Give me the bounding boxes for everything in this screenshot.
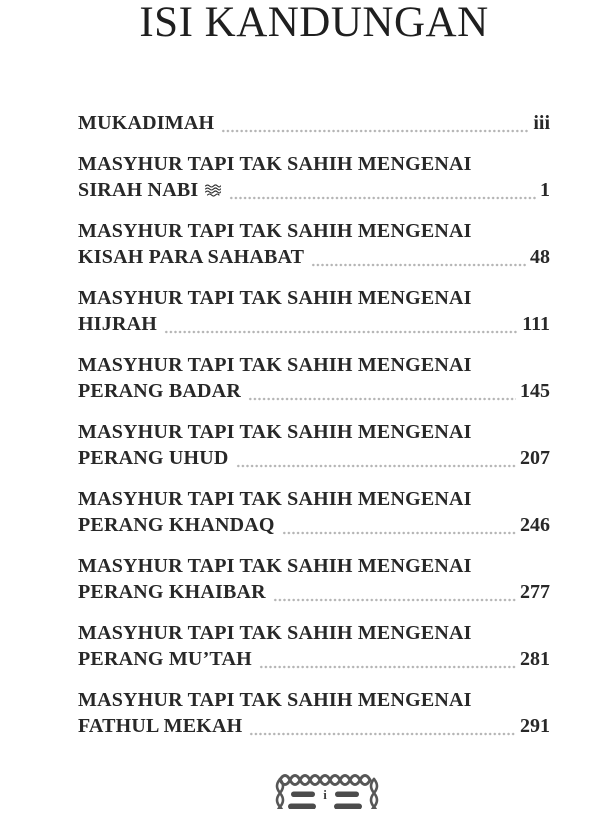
- toc-entry: [78, 687, 550, 739]
- page-title: ISI KANDUNGAN: [139, 0, 489, 46]
- toc-entry-label-line1: MASYHUR TAPI TAK SAHIH MENGENAI: [78, 622, 472, 644]
- toc-page-number: 1: [540, 179, 550, 201]
- toc-entry: [78, 419, 550, 471]
- toc-entry-label-line2: FATHUL MEKAH: [78, 715, 243, 737]
- saw-honorific-icon: [204, 178, 222, 204]
- toc-entry-label-line2: PERANG BADAR: [78, 380, 241, 402]
- toc-entry-label-line1: MASYHUR TAPI TAK SAHIH MENGENAI: [78, 421, 472, 443]
- toc-entry: [78, 352, 550, 404]
- toc-page-number: 111: [522, 313, 550, 335]
- toc-entry-label-line2: SIRAH NABI: [78, 179, 199, 201]
- leader-dots: [311, 263, 526, 267]
- toc-page-number: 207: [520, 447, 550, 469]
- toc-entry-label-line1: MASYHUR TAPI TAK SAHIH MENGENAI: [78, 488, 472, 510]
- leader-dots: [221, 129, 529, 133]
- table-of-contents: [78, 110, 550, 739]
- toc-entry-label-line2: HIJRAH: [78, 313, 157, 335]
- leader-dots: [249, 732, 516, 736]
- toc-page-number: 277: [520, 581, 550, 603]
- toc-page-number: iii: [533, 112, 550, 134]
- toc-entry: [78, 110, 550, 136]
- leader-dots: [248, 397, 516, 401]
- toc-entry: [78, 151, 550, 203]
- toc-entry: [78, 285, 550, 337]
- document-page: [16, 0, 612, 739]
- toc-entry-label-line1: MASYHUR TAPI TAK SAHIH MENGENAI: [78, 153, 472, 175]
- toc-entry-label-line1: MASYHUR TAPI TAK SAHIH MENGENAI: [78, 354, 472, 376]
- leader-dots: [236, 464, 516, 468]
- toc-entry-label-line1: MASYHUR TAPI TAK SAHIH MENGENAI: [78, 220, 472, 242]
- leader-dots: [259, 665, 516, 669]
- toc-entry-label-line2: PERANG KHAIBAR: [78, 581, 266, 603]
- toc-entry-label: MUKADIMAH: [78, 112, 215, 134]
- toc-entry: [78, 486, 550, 538]
- toc-page-number: 48: [530, 246, 550, 268]
- footer-page-number: i: [323, 787, 327, 802]
- toc-entry-label-line1: MASYHUR TAPI TAK SAHIH MENGENAI: [78, 555, 472, 577]
- toc-entry-label-line2: PERANG UHUD: [78, 447, 229, 469]
- toc-entry-label-line2: KISAH PARA SAHABAT: [78, 246, 305, 268]
- footer-page-ornament: [274, 770, 380, 809]
- toc-page-number: 145: [520, 380, 550, 402]
- toc-entry: [78, 553, 550, 605]
- toc-entry: [78, 620, 550, 672]
- toc-entry-label-line2: PERANG MU’TAH: [78, 648, 252, 670]
- toc-page-number: 246: [520, 514, 550, 536]
- toc-entry-label-line2: PERANG KHANDAQ: [78, 514, 275, 536]
- toc-page-number: 281: [520, 648, 550, 670]
- toc-entry: [78, 218, 550, 270]
- leader-dots: [229, 196, 536, 200]
- leader-dots: [164, 330, 518, 334]
- toc-page-number: 291: [520, 715, 550, 737]
- leader-dots: [282, 531, 516, 535]
- leader-dots: [273, 598, 516, 602]
- toc-entry-label-line1: MASYHUR TAPI TAK SAHIH MENGENAI: [78, 287, 472, 309]
- toc-entry-label-line1: MASYHUR TAPI TAK SAHIH MENGENAI: [78, 689, 472, 711]
